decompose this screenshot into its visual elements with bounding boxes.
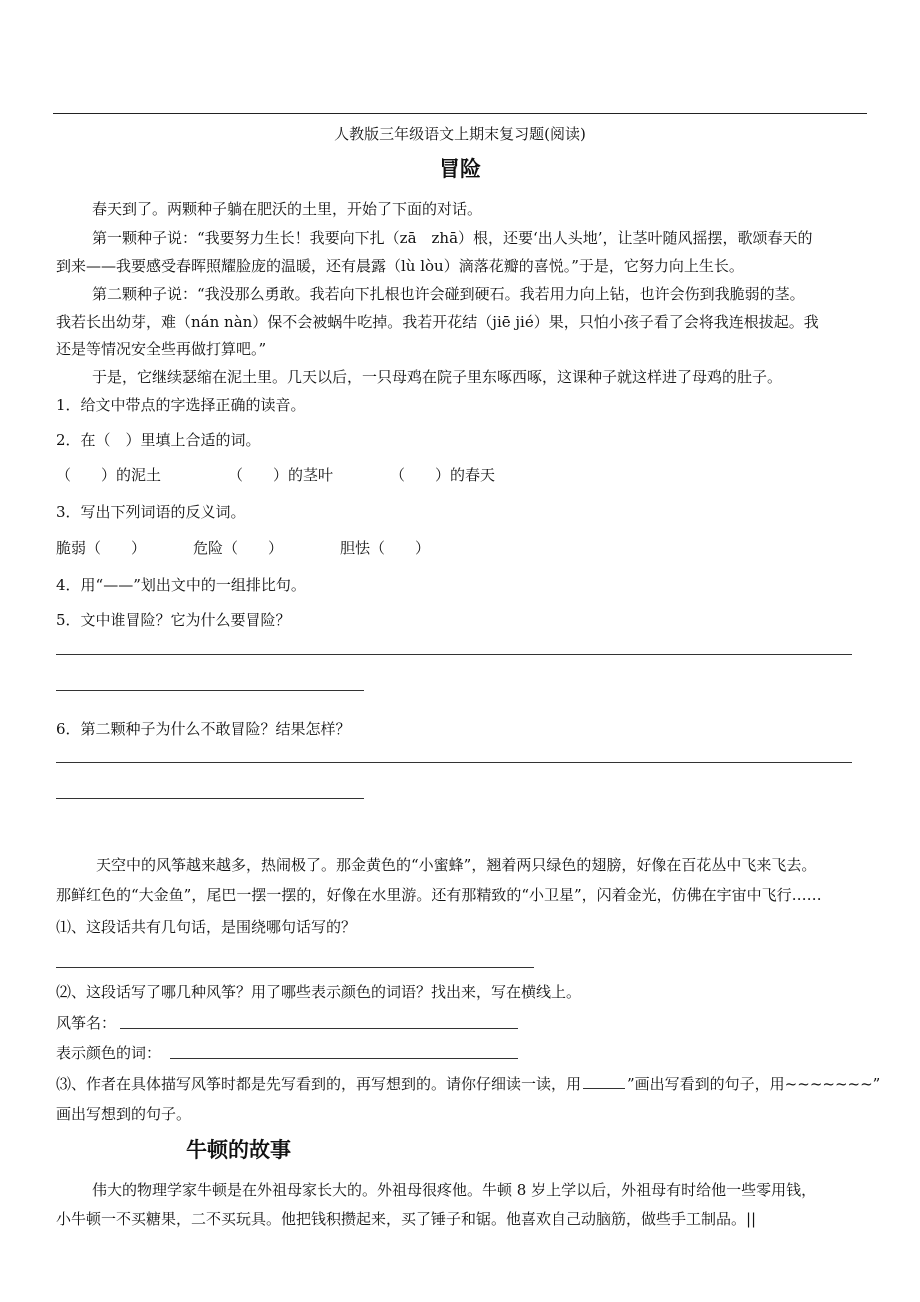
document-subtitle: 人教版三年级语文上期末复习题(阅读) xyxy=(334,125,586,143)
question-2: 2．在（ ）里填上合适的词。 xyxy=(56,431,261,449)
question-4: 4．用“——”划出文中的一组排比句。 xyxy=(56,576,306,594)
q2-item-stem: （ ）的茎叶 xyxy=(228,466,334,484)
kite-question-1: ⑴、这段话共有几句话，是围绕哪句话写的？ xyxy=(56,918,357,936)
passage1-line-4: 第二颗种子说：“我没那么勇敢。我若向下扎根也许会碰到硬石。我若用力向上钻，也许会伤到我脆弱的茎。 xyxy=(92,285,805,303)
kite-name-answer-line[interactable] xyxy=(120,1028,518,1029)
q3-item-fragile: 脆弱（ ） xyxy=(56,539,147,557)
story-title: 牛顿的故事 xyxy=(186,1138,291,1162)
question-1: 1．给文中带点的字选择正确的读音。 xyxy=(56,396,306,414)
passage-title: 冒险 xyxy=(439,157,481,181)
question-6: 6．第二颗种子为什么不敢冒险？结果怎样？ xyxy=(56,720,351,738)
passage1-line-3: 到来——我要感受春晖照耀脸庞的温暖，还有晨露（lù lòu）滴落花瓣的喜悦。”于是，它努力向上生长。 xyxy=(56,257,744,275)
q6-answer-line-2[interactable] xyxy=(56,798,364,799)
q3-item-timid: 胆怯（ ） xyxy=(340,539,431,557)
question-3: 3．写出下列词语的反义词。 xyxy=(56,503,246,521)
q6-answer-line-1[interactable] xyxy=(56,762,852,763)
kite-question-3 xyxy=(56,1074,880,1094)
q3-item-danger: 危险（ ） xyxy=(193,539,284,557)
passage2-line-1: 天空中的风筝越来越多，热闹极了。那金黄色的“小蜜蜂”，翘着两只绿色的翅膀，好像在百花丛中飞来飞去。 xyxy=(96,856,817,874)
top-rule xyxy=(53,113,867,114)
story-line-1: 伟大的物理学家牛顿是在外祖母家长大的。外祖母很疼他。牛顿 8 岁上学以后，外祖母有时给他一些零用钱， xyxy=(92,1181,817,1199)
q2-item-spring: （ ）的春天 xyxy=(390,466,496,484)
passage1-line-6: 还是等情况安全些再做打算吧。” xyxy=(56,340,267,358)
color-words-answer-line[interactable] xyxy=(170,1058,518,1059)
passage1-line-7: 于是，它继续瑟缩在泥土里。几天以后，一只母鸡在院子里东啄西啄，这课种子就这样进了母鸡的肚子。 xyxy=(92,368,783,386)
story-line-2: 小牛顿一不买糖果，二不买玩具。他把钱积攒起来，买了锤子和锯。他喜欢自己动脑筋，做些手工制品。|| xyxy=(56,1210,757,1228)
q2-item-soil: （ ）的泥土 xyxy=(56,466,162,484)
q5-answer-line-1[interactable] xyxy=(56,654,852,655)
q5-answer-line-2[interactable] xyxy=(56,690,364,691)
kite-question-2: ⑵、这段话写了哪几种风筝？用了哪些表示颜色的词语？找出来，写在横线上。 xyxy=(56,983,582,1001)
passage2-line-2: 那鲜红色的“大金鱼”，尾巴一摆一摆的，好像在水里游。还有那精致的“小卫星”，闪着金光，仿佛在宇宙中飞行…… xyxy=(56,886,822,904)
passage1-line-5: 我若长出幼芽，难（nán nàn）保不会被蜗牛吃掉。我若开花结（jiē jié）果，只怕小孩子看了会将我连根拔起。我 xyxy=(56,313,819,331)
question-5: 5．文中谁冒险？它为什么要冒险？ xyxy=(56,611,291,629)
kite-q3-part-b: ”画出写看到的句子，用~~~~~~~” xyxy=(627,1075,881,1093)
kite-q3-continued: 画出写想到的句子。 xyxy=(56,1105,192,1123)
kite-q3-part-a: ⑶、作者在具体描写风筝时都是先写看到的，再写想到的。请你仔细读一读，用 xyxy=(56,1075,582,1093)
color-words-label: 表示颜色的词： xyxy=(56,1044,162,1062)
underline-sample xyxy=(583,1074,625,1089)
kite-q1-answer-line[interactable] xyxy=(56,967,534,968)
passage1-line-2: 第一颗种子说：“我要努力生长！我要向下扎（zā zhā）根，还要‘出人头地’，让茎叶随风摇摆，歌颂春天的 xyxy=(92,229,813,247)
passage1-line-1: 春天到了。两颗种子躺在肥沃的土里，开始了下面的对话。 xyxy=(92,200,483,218)
kite-name-label: 风筝名： xyxy=(56,1014,117,1032)
